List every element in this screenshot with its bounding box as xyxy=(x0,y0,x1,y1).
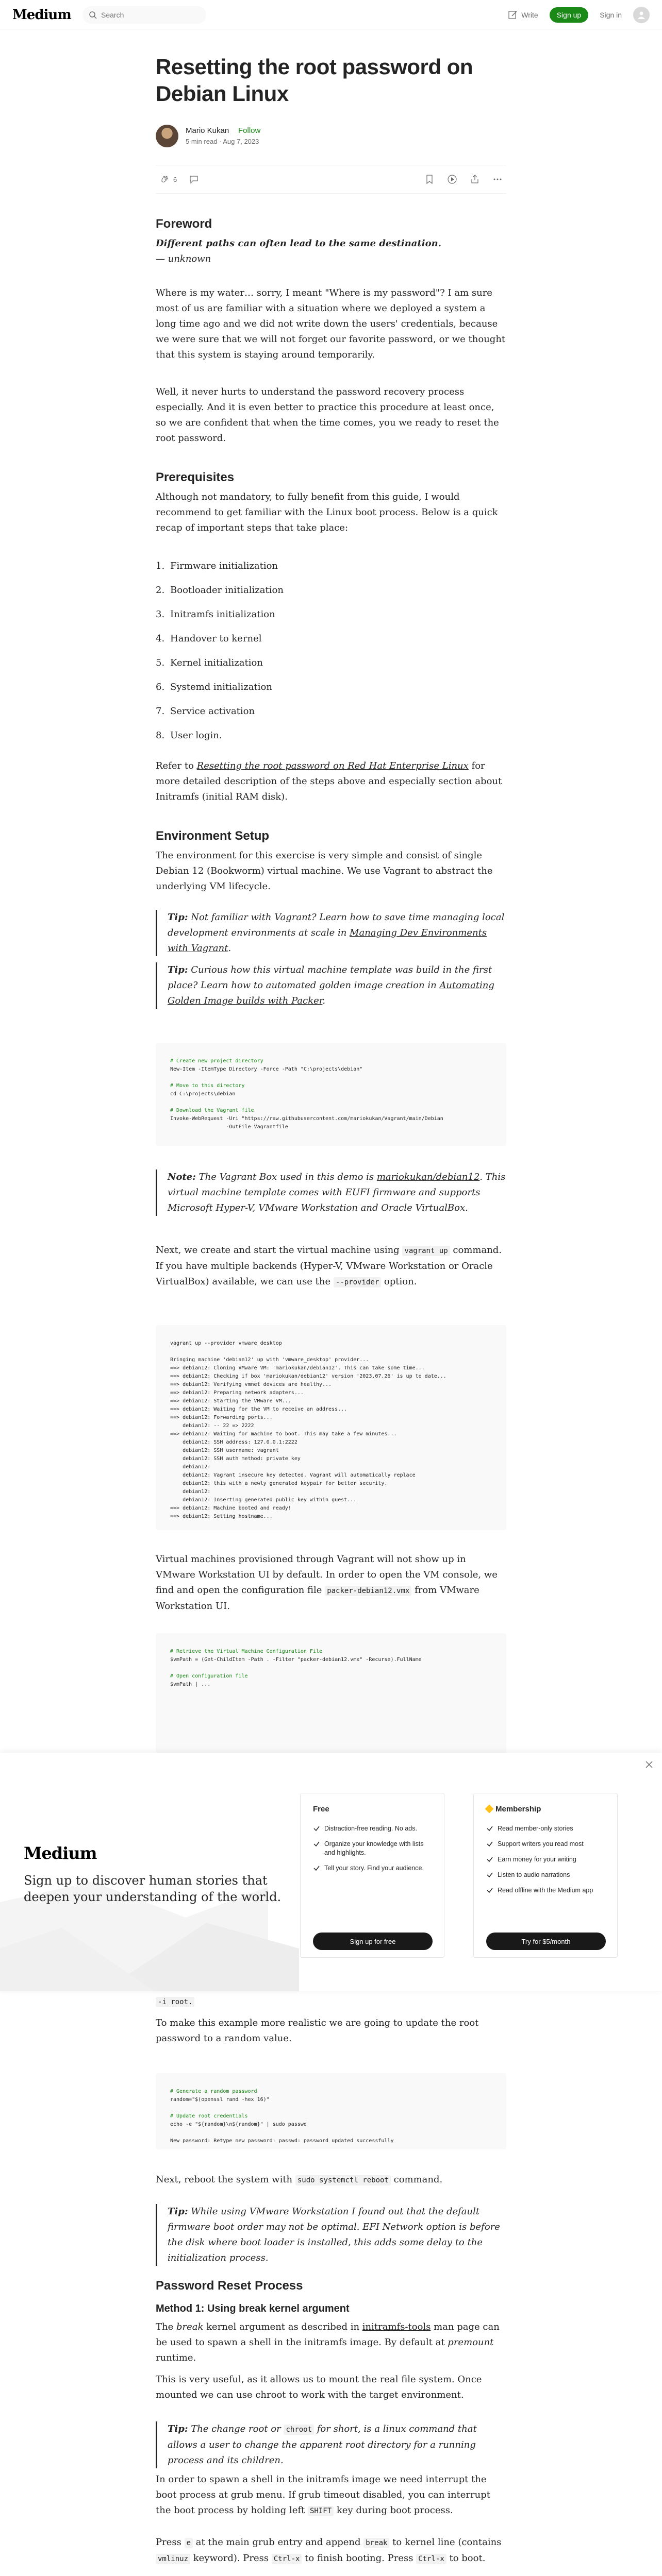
code-line: vagrant up --provider vmware_desktop xyxy=(170,1341,282,1346)
top-navigation xyxy=(0,0,662,29)
benefit-item: Read member-only stories xyxy=(486,1824,608,1833)
quote-attribution: — unknown xyxy=(156,253,211,264)
prerequisites-heading: Prerequisites xyxy=(156,470,235,484)
code-line: -OutFile Vagrantfile xyxy=(170,1124,288,1130)
code-line xyxy=(170,1098,492,1107)
overlay-medium-logo: Medium xyxy=(24,1843,97,1863)
paragraph: Press e at the main grub entry and append break to kernel line (contains vmlinuz keyword). Press Ctrl-x to finish booting. Press Ctrl-x to boot. xyxy=(156,2537,502,2564)
author-name[interactable]: Mario Kukan xyxy=(186,126,229,135)
checkmark-icon xyxy=(313,1825,320,1832)
vagrant-box-link[interactable]: mariokukan/debian12 xyxy=(376,1172,480,1182)
plan-name: Free xyxy=(313,1805,329,1814)
benefit-item: Read offline with the Medium app xyxy=(486,1886,608,1895)
note-quote: Note: The Vagrant Box used in this demo is mariokukan/debian12. This virtual machine template comes with EUFI firmware and supports Microsoft Hyper-V, VMware Workstation and Oracle VirtualBox. xyxy=(156,1170,506,1216)
signup-overlay xyxy=(0,1753,662,1991)
search-icon xyxy=(89,11,97,19)
code-line: Bringing machine 'debian12' up with 'vmware_desktop' provider... xyxy=(170,1357,369,1363)
checkmark-icon xyxy=(313,1865,320,1872)
user-icon xyxy=(637,10,646,20)
signup-button[interactable]: Sign up xyxy=(550,7,588,23)
paragraph: Where is my water… sorry, I meant "Where is my password"? I am sure most of us are familiar with a situation where we deployed a system a long time ago and we did not write down the users' credentials, because we were sure that we will not forget our favorite password, or we thought that this system is staying around temporarily. xyxy=(156,287,506,360)
code-line: ==> debian12: Waiting for machine to boot. This may take a few minutes... xyxy=(170,1431,397,1437)
write-label: Write xyxy=(521,11,538,19)
code-line: # Open configuration file xyxy=(170,1673,248,1679)
environment-setup-heading: Environment Setup xyxy=(156,829,270,843)
foreword-quote xyxy=(156,236,506,267)
code-line: cd C:\projects\debian xyxy=(170,1091,236,1097)
code-line: random="$(openssl rand -hex 16)" xyxy=(170,2097,270,2103)
signup-free-button[interactable]: Sign up for free xyxy=(313,1933,433,1950)
benefit-item: Support writers you read most xyxy=(486,1840,608,1849)
nav-actions xyxy=(508,6,650,24)
list-item: 7. Service activation xyxy=(156,706,255,717)
paragraph: Well, it never hurts to understand the password recovery process especially. And it is even better to practice this procedure at least once, so we are confident that when the time comes, you we ready to reset the root password. xyxy=(156,386,499,444)
plan-name: Membership xyxy=(486,1805,541,1814)
code-line: ==> debian12: Checking if box 'mariokukan/debian12' version '2023.07.26' is up to date... xyxy=(170,1374,446,1379)
checkmark-icon xyxy=(486,1856,493,1863)
code-line: # Update root credentials xyxy=(170,2113,248,2119)
boot-steps-list xyxy=(156,558,506,752)
code-line: ==> debian12: Starting the VMware VM... xyxy=(170,1398,291,1404)
paragraph: To make this example more realistic we are going to update the root password to a random value. xyxy=(156,2018,479,2044)
paragraph: The break kernel argument as described in initramfs-tools man page can be used to spawn a shell in the initramfs image. By default at premount runtime. xyxy=(156,2321,500,2363)
try-membership-button[interactable]: Try for $5/month xyxy=(486,1933,606,1950)
plan-benefits xyxy=(313,1824,435,1879)
list-item: 2. Bootloader initialization xyxy=(156,585,284,596)
code-line xyxy=(170,1664,492,1672)
code-line: debian12: Inserting generated public key within guest... xyxy=(170,1497,357,1503)
code-line xyxy=(170,2104,492,2112)
code-line: echo -e "${random}\n${random}" | sudo passwd xyxy=(170,2122,307,2127)
checkmark-icon xyxy=(486,1887,493,1894)
read-time-and-date: 5 min read · Aug 7, 2023 xyxy=(186,138,259,145)
quote-text: Different paths can often lead to the same destination. xyxy=(156,238,441,249)
list-item: 6. Systemd initialization xyxy=(156,682,272,692)
membership-plan-card xyxy=(473,1793,618,1958)
author-avatar[interactable] xyxy=(156,125,178,147)
paragraph: Next, we create and start the virtual machine using vagrant up command. If you have multiple backends (Hyper-V, VMware Workstation or Oracle VirtualBox) available, we can use the --provider option. xyxy=(156,1245,502,1287)
clap-count: 6 xyxy=(173,175,177,183)
code-line: # Download the Vagrant file xyxy=(170,1108,254,1113)
write-icon xyxy=(508,10,518,20)
author-row xyxy=(156,124,506,148)
paragraph: Virtual machines provisioned through Vagrant will not show up in VMware Workstation UI by default. In order to open the VM console, we find and open the configuration file packer-debian12.vmx from VMware Workstation UI. xyxy=(156,1554,498,1612)
code-line: ==> debian12: Forwarding ports... xyxy=(170,1415,273,1420)
tip-quote: Tip: The change root or chroot for short, is a linux command that allows a user to change the apparent root directory for a running process and its children. xyxy=(156,2421,506,2468)
vagrant-article-link[interactable]: Managing Dev Environments with Vagrant xyxy=(168,927,487,954)
code-line: debian12: Vagrant insecure key detected. Vagrant will automatically replace xyxy=(170,1472,416,1478)
close-icon[interactable] xyxy=(644,1760,654,1769)
search-box[interactable] xyxy=(82,6,206,24)
star-icon xyxy=(485,1805,494,1814)
code-line: # Retrieve the Virtual Machine Configuration File xyxy=(170,1649,323,1654)
code-line: ==> debian12: Cloning VMware VM: 'mariokukan/debian12'. This can take some time... xyxy=(170,1365,425,1371)
code-line: Invoke-WebRequest -Uri "https://raw.githubusercontent.com/mariokukan/Vagrant/main/Debian xyxy=(170,1116,443,1122)
plan-benefits xyxy=(486,1824,608,1902)
article-action-bar xyxy=(156,165,506,194)
code-line: ==> debian12: Preparing network adapters... xyxy=(170,1390,304,1396)
follow-link[interactable]: Follow xyxy=(238,126,261,135)
free-plan-card xyxy=(300,1793,444,1958)
tip-quote: Tip: Not familiar with Vagrant? Learn how to save time managing local development environments at scale in Managing Dev Environments with Vagrant. xyxy=(156,910,506,956)
code-line: # Create new project directory xyxy=(170,1058,263,1064)
checkmark-icon xyxy=(486,1825,493,1832)
list-item: 1. Firmware initialization xyxy=(156,561,278,571)
paragraph: In order to spawn a shell in the initramfs image we need interrupt the boot process at grub menu. If grub timeout disabled, you can interrupt the boot process by holding left SHIFT key during boot process. xyxy=(156,2474,490,2516)
checkmark-icon xyxy=(313,1840,320,1848)
code-line: debian12: this with a newly generated keypair for better security. xyxy=(170,1481,388,1486)
medium-logo[interactable]: Medium xyxy=(12,7,71,23)
search-input[interactable] xyxy=(101,6,199,24)
code-line: New-Item -ItemType Directory -Force -Path "C:\projects\debian" xyxy=(170,1066,363,1072)
user-avatar[interactable] xyxy=(633,7,650,23)
foreword-heading: Foreword xyxy=(156,217,212,231)
code-line: debian12: SSH address: 127.0.0.1:2222 xyxy=(170,1439,297,1445)
write-link[interactable] xyxy=(508,10,538,20)
code-block[interactable] xyxy=(156,1043,506,1146)
list-item: 4. Handover to kernel xyxy=(156,633,262,644)
code-line: debian12: xyxy=(170,1489,211,1495)
code-line: ==> debian12: Waiting for the VM to receive an address... xyxy=(170,1406,347,1412)
play-icon[interactable] xyxy=(446,174,458,185)
code-line: # Move to this directory xyxy=(170,1083,245,1089)
code-line: debian12: -- 22 => 2222 xyxy=(170,1423,254,1429)
article-title: Resetting the root password on Debian Linux xyxy=(156,55,473,106)
code-line xyxy=(170,2129,492,2137)
benefit-item: Tell your story. Find your audience. xyxy=(313,1864,435,1873)
code-line xyxy=(170,1348,492,1356)
signin-link[interactable]: Sign in xyxy=(600,11,622,19)
packer-article-link[interactable]: Automating Golden Image builds with Packer xyxy=(168,980,494,1006)
code-line: New password: Retype new password: passwd: password updated successfully xyxy=(170,2138,394,2144)
code-line xyxy=(170,1074,492,1082)
checkmark-icon xyxy=(486,1840,493,1848)
overlay-tagline: Sign up to discover human stories that deepen your understanding of the world. xyxy=(24,1873,282,1904)
code-block[interactable] xyxy=(156,1633,506,1753)
paragraph: This is very useful, as it allows us to mount the real file system. Once mounted we can use chroot to work with the target environment. xyxy=(156,2374,482,2400)
clap-button[interactable] xyxy=(159,174,177,185)
tip-quote: Tip: Curious how this virtual machine template was build in the first place? Learn how to automated golden image creation in Automating Golden Image builds with Packer. xyxy=(156,962,506,1009)
initramfs-tools-link[interactable]: initramfs-tools xyxy=(362,2321,431,2332)
more-icon[interactable] xyxy=(492,174,503,185)
code-line: $vmPath | ... xyxy=(170,1682,211,1687)
rhel-guide-link[interactable]: Resetting the root password on Red Hat Enterprise Linux xyxy=(196,760,469,771)
code-line: debian12: SSH username: vagrant xyxy=(170,1448,279,1453)
code-line: ==> debian12: Setting hostname... xyxy=(170,1514,273,1519)
code-line: $vmPath = (Get-ChildItem -Path . -Filter "packer-debian12.vmx" -Recurse).FullName xyxy=(170,1657,422,1663)
list-item: 3. Initramfs initialization xyxy=(156,609,275,620)
paragraph: The environment for this exercise is very simple and consist of single Debian 12 (Bookworm) virtual machine. We use Vagrant to abstract the underlying VM lifecycle. xyxy=(156,850,493,892)
share-icon[interactable] xyxy=(469,174,481,185)
benefit-item: Organize your knowledge with lists and highlights. xyxy=(313,1840,435,1857)
method1-heading: Method 1: Using break kernel argument xyxy=(156,2303,350,2314)
code-line: debian12: SSH auth method: private key xyxy=(170,1456,301,1462)
code-line: ==> debian12: Machine booted and ready! xyxy=(170,1505,291,1511)
bookmark-icon[interactable] xyxy=(424,174,435,185)
checkmark-icon xyxy=(486,1871,493,1878)
code-line: # Generate a random password xyxy=(170,2089,257,2094)
paragraph: Although not mandatory, to fully benefit from this guide, I would recommend to get familiar with the Linux boot process. Below is a quick recap of important steps that take place: xyxy=(156,492,498,533)
clap-icon xyxy=(159,174,170,185)
code-line: ==> debian12: Verifying vmnet devices are healthy... xyxy=(170,1382,332,1387)
code-line: debian12: xyxy=(170,1464,211,1470)
list-item: 8. User login. xyxy=(156,730,222,741)
comment-icon[interactable] xyxy=(188,174,200,185)
paragraph-fragment: -i root. xyxy=(156,1994,506,2010)
benefit-item: Distraction-free reading. No ads. xyxy=(313,1824,435,1833)
paragraph: Refer to Resetting the root password on Red Hat Enterprise Linux for more detailed description of the steps above and especially section about Initramfs (initial RAM disk). xyxy=(156,760,502,802)
list-item: 5. Kernel initialization xyxy=(156,657,263,668)
code-block[interactable] xyxy=(156,2073,506,2149)
code-block[interactable] xyxy=(156,1325,506,1530)
paragraph: Next, reboot the system with sudo systemctl reboot command. xyxy=(156,2174,443,2185)
password-reset-heading: Password Reset Process xyxy=(156,2279,303,2293)
benefit-item: Listen to audio narrations xyxy=(486,1871,608,1879)
tip-quote: Tip: While using VMware Workstation I found out that the default firmware boot order may not be optimal. EFI Network option is before the disk where boot loader is installed, this adds some delay to the initialization process. xyxy=(156,2204,506,2266)
benefit-item: Earn money for your writing xyxy=(486,1855,608,1864)
